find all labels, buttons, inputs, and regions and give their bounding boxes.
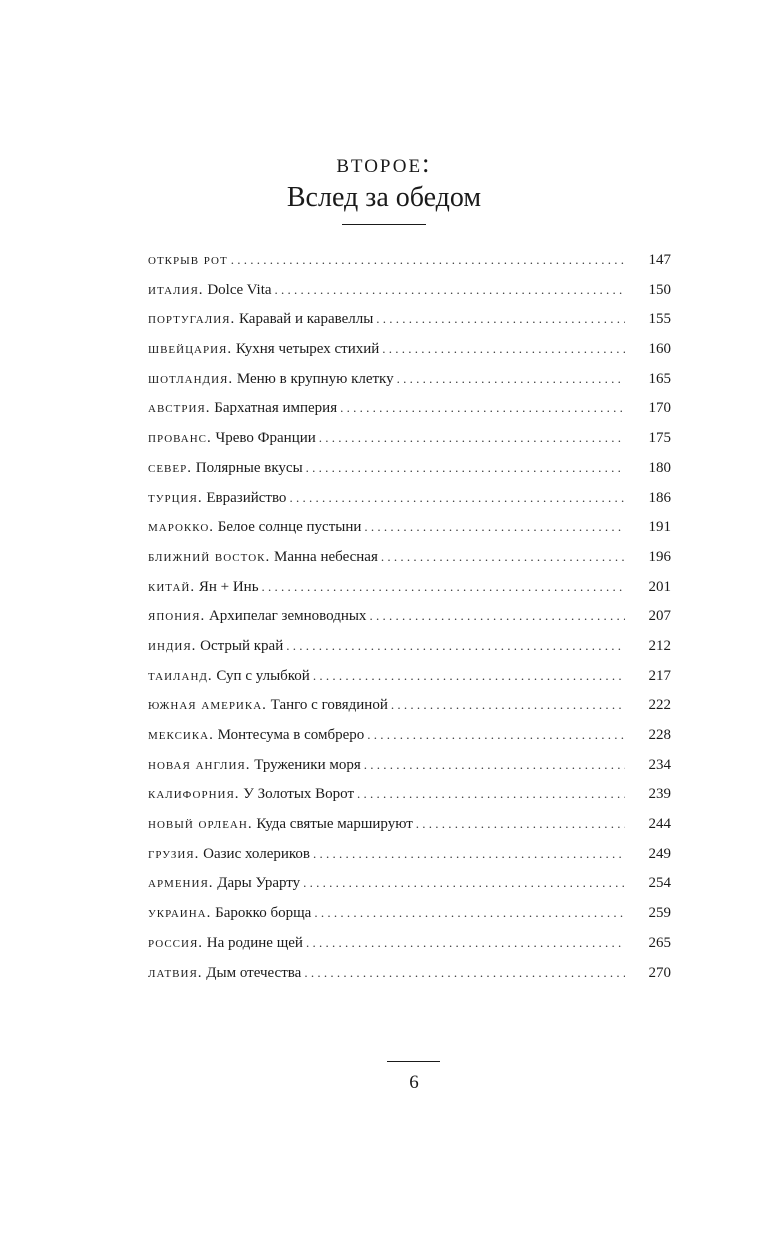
- toc-entry-subtitle: Кухня четырех стихий: [235, 341, 380, 358]
- toc-entry-region: открыв рот: [148, 252, 228, 268]
- dot-leader: [262, 572, 625, 602]
- toc-entry-page: 150: [648, 281, 671, 298]
- toc-entry-region: ближний восток.: [148, 548, 271, 565]
- toc-entry-region: китай.: [148, 578, 196, 595]
- toc-entry-region: марокко.: [148, 519, 215, 536]
- toc-entry-region: мексика.: [148, 727, 214, 743]
- dot-leader: [397, 364, 625, 394]
- toc-entry-region: япония.: [148, 608, 206, 625]
- toc-entry-title: [148, 721, 367, 751]
- toc-entry: [148, 423, 671, 453]
- toc-entry-title: [148, 305, 376, 335]
- toc-entry-subtitle: Меню в крупную клетку: [236, 370, 394, 387]
- dot-leader: [381, 542, 625, 572]
- toc-entry-region: италия.: [148, 281, 204, 298]
- toc-entry: [148, 839, 671, 869]
- dot-leader: [289, 483, 625, 513]
- toc-entry-title: [148, 454, 306, 484]
- toc-entry-region: таиланд.: [148, 667, 213, 684]
- toc-entry-page: 249: [648, 845, 671, 862]
- toc-entry-subtitle: У Золотых Ворот: [243, 786, 355, 803]
- footer-divider: [387, 1061, 440, 1062]
- toc-entry-title: [148, 840, 313, 870]
- toc-entry-title: [148, 632, 286, 662]
- toc-entry-subtitle: Труженики моря: [254, 756, 361, 773]
- toc-entry-page: 239: [648, 786, 671, 803]
- toc-entry-page: 165: [648, 370, 671, 387]
- toc-entry-title: [148, 602, 369, 632]
- toc-entry-title: [148, 365, 397, 395]
- toc-entry-subtitle: Дым отечества: [206, 964, 302, 981]
- dot-leader: [303, 868, 625, 898]
- toc-entry-page: 180: [648, 459, 671, 476]
- toc-entry-title: [148, 959, 304, 989]
- toc-entry-title: [148, 246, 231, 276]
- toc-entry-title: [148, 573, 262, 603]
- toc-entry-title: [148, 751, 364, 781]
- toc-entry-page: 222: [648, 697, 671, 714]
- toc-entry-subtitle: Суп с улыбкой: [216, 667, 310, 684]
- dot-leader: [286, 631, 625, 661]
- toc-entry: [148, 483, 671, 513]
- toc-entry-title: [148, 810, 416, 840]
- toc-entry: [148, 245, 671, 275]
- toc-entry-page: 270: [648, 964, 671, 981]
- dot-leader: [306, 928, 625, 958]
- dot-leader: [369, 601, 625, 631]
- toc-entry-region: новая англия.: [148, 756, 251, 773]
- toc-entry-page: 254: [648, 875, 671, 892]
- dot-leader: [367, 720, 625, 750]
- part-label: второе:: [336, 148, 432, 178]
- toc-entry-region: португалия.: [148, 311, 236, 328]
- toc-entry-region: украина.: [148, 905, 212, 922]
- toc-entry-title: [148, 869, 303, 899]
- dot-leader: [391, 690, 625, 720]
- dot-leader: [382, 334, 625, 364]
- table-of-contents: [148, 245, 671, 987]
- toc-entry-subtitle: Ян + Инь: [198, 578, 259, 595]
- toc-entry-page: 201: [648, 578, 671, 595]
- toc-entry-page: 186: [648, 489, 671, 506]
- toc-entry-region: армения.: [148, 875, 214, 892]
- toc-entry-subtitle: Dolce Vita: [207, 281, 272, 298]
- toc-entry: [148, 334, 671, 364]
- toc-entry: [148, 572, 671, 602]
- dot-leader: [275, 275, 625, 305]
- toc-entry-region: индия.: [148, 637, 197, 654]
- section-header: [0, 146, 768, 225]
- toc-entry-subtitle: На родине щей: [206, 934, 303, 951]
- toc-entry-region: шотландия.: [148, 370, 234, 387]
- toc-entry-title: [148, 780, 357, 810]
- toc-entry-page: 155: [648, 311, 671, 328]
- dot-leader: [319, 423, 625, 453]
- dot-leader: [313, 839, 625, 869]
- toc-entry-subtitle: Танго с говядиной: [270, 697, 388, 714]
- toc-entry: [148, 275, 671, 305]
- toc-entry: [148, 868, 671, 898]
- toc-entry-region: швейцария.: [148, 341, 233, 358]
- toc-entry-subtitle: Куда святые маршируют: [256, 816, 413, 833]
- toc-entry-subtitle: Каравай и каравеллы: [239, 311, 374, 328]
- toc-entry-subtitle: Манна небесная: [274, 548, 378, 565]
- toc-entry: [148, 779, 671, 809]
- toc-entry-title: [148, 662, 313, 692]
- toc-entry: [148, 928, 671, 958]
- toc-entry-page: 265: [648, 934, 671, 951]
- toc-entry: [148, 364, 671, 394]
- toc-entry-title: [148, 394, 340, 424]
- toc-entry: [148, 750, 671, 780]
- page-number: 6: [409, 1072, 419, 1093]
- toc-entry-region: север.: [148, 459, 192, 476]
- toc-entry-page: 217: [648, 667, 671, 684]
- toc-entry-title: [148, 484, 289, 514]
- toc-entry-page: 191: [648, 519, 671, 536]
- toc-entry-page: 147: [648, 252, 671, 268]
- toc-entry-title: [148, 543, 381, 573]
- toc-entry-page: 234: [648, 756, 671, 773]
- toc-entry: [148, 958, 671, 988]
- toc-entry-page: 259: [648, 905, 671, 922]
- toc-entry-title: [148, 335, 382, 365]
- toc-entry-subtitle: Дары Урарту: [217, 875, 301, 892]
- toc-entry-subtitle: Монтесума в сомбреро: [217, 727, 365, 743]
- toc-entry-title: [148, 513, 364, 543]
- toc-entry: [148, 661, 671, 691]
- toc-entry-title: [148, 899, 314, 929]
- dot-leader: [306, 453, 625, 483]
- toc-entry-region: австрия.: [148, 400, 211, 417]
- toc-entry: [148, 542, 671, 572]
- toc-entry: [148, 690, 671, 720]
- dot-leader: [416, 809, 625, 839]
- toc-entry-region: новый орлеан.: [148, 816, 253, 833]
- dot-leader: [376, 304, 625, 334]
- dot-leader: [357, 779, 625, 809]
- toc-entry-page: 170: [648, 400, 671, 417]
- toc-entry-title: [148, 424, 319, 454]
- toc-entry-subtitle: Евразийство: [206, 489, 287, 506]
- toc-entry-region: прованс.: [148, 430, 212, 447]
- toc-entry-title: [148, 691, 391, 721]
- toc-entry-subtitle: Чрево Франции: [215, 430, 316, 447]
- toc-entry-subtitle: Барокко борща: [215, 905, 312, 922]
- toc-entry: [148, 304, 671, 334]
- toc-entry-subtitle: Острый край: [200, 637, 284, 654]
- toc-entry: [148, 512, 671, 542]
- dot-leader: [231, 245, 625, 275]
- toc-entry: [148, 453, 671, 483]
- toc-entry-subtitle: Полярные вкусы: [195, 459, 303, 476]
- title-divider: [342, 224, 426, 225]
- dot-leader: [340, 393, 625, 423]
- toc-entry-page: 228: [648, 727, 671, 743]
- toc-entry-subtitle: Оазис холериков: [203, 845, 311, 862]
- toc-entry: [148, 393, 671, 423]
- toc-entry: [148, 809, 671, 839]
- part-title: Вслед за обедом: [286, 182, 482, 213]
- dot-leader: [364, 512, 625, 542]
- toc-entry: [148, 631, 671, 661]
- toc-entry-page: 175: [648, 430, 671, 447]
- toc-entry-title: [148, 929, 306, 959]
- toc-entry: [148, 601, 671, 631]
- toc-entry: [148, 720, 671, 750]
- toc-entry-region: латвия.: [148, 964, 203, 981]
- toc-entry-page: 244: [648, 816, 671, 833]
- toc-entry-subtitle: Архипелаг земноводных: [208, 608, 367, 625]
- toc-entry-subtitle: Бархатная империя: [214, 400, 338, 417]
- toc-entry-page: 196: [648, 548, 671, 565]
- toc-entry-region: турция.: [148, 489, 203, 506]
- toc-entry-region: калифорния.: [148, 786, 240, 803]
- toc-entry-region: грузия.: [148, 845, 200, 862]
- dot-leader: [313, 661, 625, 691]
- toc-entry-subtitle: Белое солнце пустыни: [217, 519, 362, 536]
- toc-entry: [148, 898, 671, 928]
- toc-entry-page: 207: [648, 608, 671, 625]
- toc-entry-page: 212: [648, 637, 671, 654]
- toc-entry-page: 160: [648, 341, 671, 358]
- toc-entry-title: [148, 276, 275, 306]
- toc-entry-region: россия.: [148, 934, 204, 951]
- dot-leader: [304, 958, 625, 988]
- toc-entry-region: южная америка.: [148, 697, 267, 714]
- dot-leader: [364, 750, 625, 780]
- dot-leader: [314, 898, 625, 928]
